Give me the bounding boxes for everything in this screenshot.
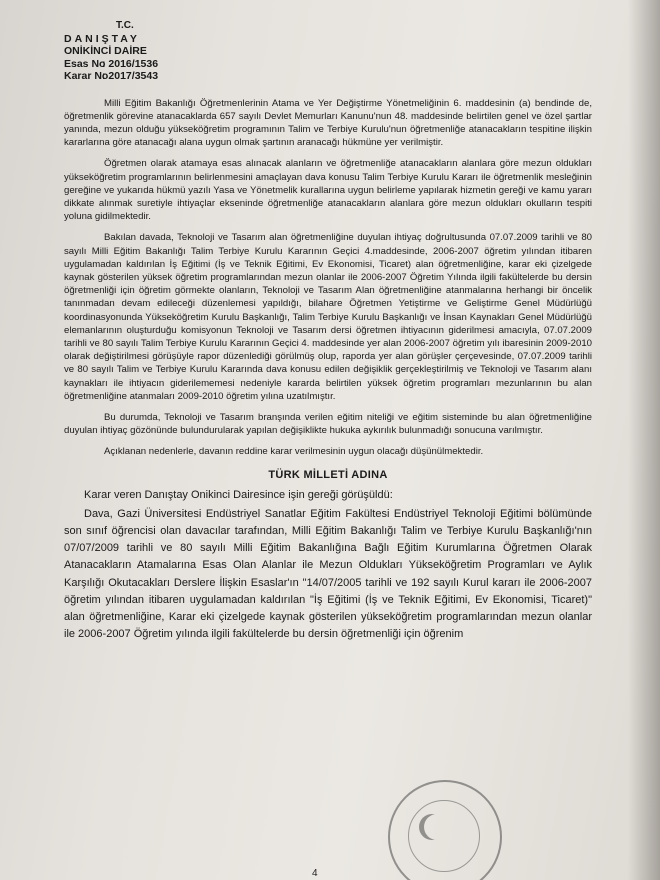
- page-shadow: [628, 0, 660, 880]
- paragraph-regulation: Milli Eğitim Bakanlığı Öğretmenlerinin Atama ve Yer Değiştirme Yönetmeliğinin 6. maddesinin (a) bendinde de, öğretmenlik görevine atanacaklarda 657 sayılı Devlet Memurları Kanunu'nun 48. maddesinde belirtilen genel ve özel şartlar yanında, mezun olduğu yükseköğretim programının Talim ve Terbiye Kurulu'nun öğretmenliğe atanacakların tespitine ilişkin kararlarına göre atanacağı alana uygun olmak şartının aranacağı hükmüne yer verilmiştir.: [64, 97, 592, 149]
- page-number: 4: [312, 868, 318, 879]
- esas-label: Esas No: [64, 57, 106, 70]
- paragraph-opinion: Açıklanan nedenlerle, davanın reddine karar verilmesinin uygun olacağı düşünülmektedir.: [104, 446, 484, 458]
- document-body: [64, 20, 592, 643]
- crescent-icon: [424, 814, 450, 840]
- section-heading: TÜRK MİLLETİ ADINA: [268, 468, 388, 481]
- karar-row: [64, 70, 592, 83]
- tc-label: T.C.: [116, 20, 134, 31]
- paragraph-case-review: Bakılan davada, Teknoloji ve Tasarım alan öğretmenliğine duyulan ihtiyaç doğrultusunda 07.07.2009 tarihli ve 80 sayılı Milli Eğitim Bakanlığı Talim Terbiye Kurulu Kararının Geçici 4.maddesinde, 2006-2007 öğretim yılından itibaren uygulamadan kaldırılan İş Eğitimi (İş ve Teknik Eğitimi, Ev Ekonomisi, Ticaret) alan öğretmenliğine, karar eki çizelgede kaynak gösterilen yüksek öğretim programlarından mezun olanlar ile 2006-2007 Öğretim Yılında ilgili fakültelerde bu dersin öğretmenliği için öğretim görmekte olanların, Teknoloji ve Tasarım Alan öğretmenliğine atanmalarına herhangi bir öncelik tanınmadan devam edileceği düzenlemesi yapıldığı, bilahare Öğretmen Yetiştirme ve Geliştirme Genel Müdürlüğü koordinasyonunda Yükseköğretim Kurulu Başkanlığı, Talim Terbiye Kurulu Başkanlığı ve İnsan Kaynakları Genel Müdürlüğü elemanlarının oluşturduğu komisyonun Teknoloji ve Tasarım dersi öğretmen ihtiyacının giderilmesi amacıyla, 07.07.2009 tarihli ve 80 sayılı Talim Terbiye Kurulu Kararının Geçici 4. maddesinde yer alan 2006-2007 öğretim yılı ibaresinin 2009-2010 olarak değiştirilmesi görüşüyle rapor düzenlediği görülmüş olup, raporda yer alan görüşler çerçevesinde, 07.07.2009 tarihli ve 80 sayılı Talim ve Terbiye Kurulu Kararında dava konusu edilen değişiklik gerçekleştirilmiş ve Teknoloji ve Tasarım alanı kaynakları ile ihtiyacın giderilememesi nedeniyle kararda belirtilen yüksek öğretim programları mezunlarının bu alan öğretmenliğine atanmaları 2009-2010 öğretim yılına uzatılmıştır.: [64, 232, 592, 402]
- chamber-name: ONİKİNCİ DAİRE: [64, 45, 147, 57]
- court-name: DANIŞTAY: [64, 32, 140, 45]
- esas-value: : 2016/1536: [102, 57, 159, 70]
- karar-value: : 2017/3543: [102, 70, 159, 82]
- official-seal-stamp: [388, 780, 502, 880]
- karar-label: Karar No: [64, 70, 109, 82]
- esas-row: [64, 58, 592, 71]
- decision-text: Dava, Gazi Üniversitesi Endüstriyel Sanatlar Eğitim Fakültesi Endüstriyel Teknoloji Eğitimi bölümünde son sınıf öğrencisi olan davacılar tarafından, Milli Eğitim Bakanlığı Talim ve Terbiye Kurulu Başkanlığı'nın 07/07/2009 tarihli ve 80 sayılı Milli Eğitim Bakanlığına Bağlı Eğitim Kurumlarına Öğretmen Olarak Atanacakların Atamalarına Esas Olan Alanlar ile Mezun Oldukları Yükseköğretim Programları ve Aylık Karşılığı Okutacakları Derslere İlişkin Esaslar'ın "14/07/2005 tarihli ve 192 sayılı Kurul kararı ile 2006-2007 öğretim yılından itibaren uygulamadan kaldırılan "İş Eğitimi (İş ve Teknik Eğitimi, Ev Ekonomisi, Ticaret)" alan öğretmenliğine, Karar eki çizelgede kaynak gösterilen yükseköğretim programlarından mezun olanlar ile 2006-2007 Öğretim yılında ilgili fakültelerde bu dersin öğretmenliği için öğrenim: [64, 507, 592, 641]
- paragraph-conclusion: Bu durumda, Teknoloji ve Tasarım branşında verilen eğitim niteliği ve eğitim sisteminde bu alan öğretmenliğine duyulan ihtiyaç gözönünde bulundurularak yapılan değişiklikte hukuka aykırılık bulunmadığı sonucuna varılmıştır.: [64, 411, 592, 437]
- paragraph-board-decision: Öğretmen olarak atamaya esas alınacak alanların ve öğretmenliğe atanacakların alanlara göre mezun oldukları yükseköğretim programlarının belirlenmesini amaçlayan dava konusu Talim Terbiye Kurulu Kararı ile öğretmenlik mesleğinin gereğine ve yukarıda hükmü yazılı Yasa ve Yönetmelik kurallarına uygun belirleme yapılarak hizmetin gereği ve kamu yararı dikkate alınmak suretiyle ihtiyaçlar ekseninde öğretmenliğe atanacakların alanlara göre mezun oldukları okulların tespiti yoluna gidilmektedir.: [64, 158, 592, 223]
- decision-intro: Karar veren Danıştay Onikinci Dairesince işin gereği görüşüldü:: [84, 488, 393, 501]
- document-header: [64, 20, 592, 83]
